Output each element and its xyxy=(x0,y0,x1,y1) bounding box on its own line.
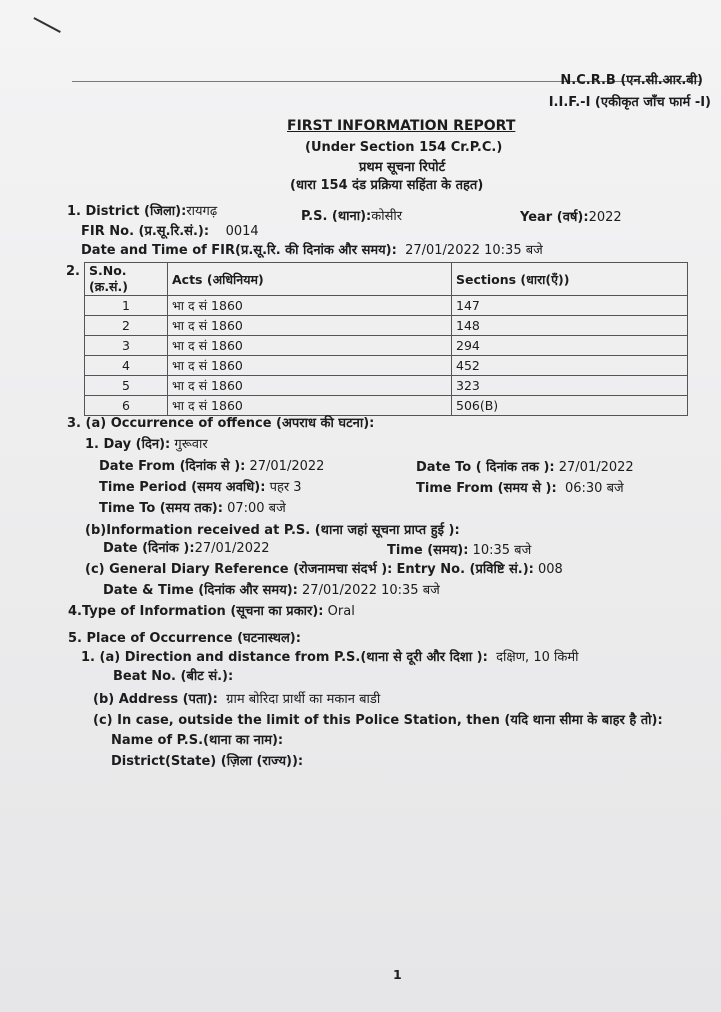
time-from-label: Time From (समय से ): xyxy=(416,481,557,496)
information-received-label: (b)Information received at P.S. (थाना जहां सूचना प्राप्त हुई ): xyxy=(85,523,460,538)
section-cell: 147 xyxy=(452,296,688,316)
sections-header: Sections (धारा(एँ)) xyxy=(452,263,688,296)
ps-label: P.S. (थाना): xyxy=(301,209,372,224)
occurrence-heading: 3. (a) Occurrence of offence (अपराध की घटना): xyxy=(67,416,375,431)
table-row xyxy=(85,336,688,356)
info-time-field xyxy=(387,540,531,558)
type-info-label: 4.Type of Information (सूचना का प्रकार): xyxy=(68,604,324,619)
entry-label: Entry No. (प्रविष्टि सं.): xyxy=(396,562,534,577)
act-cell: भा द सं 1860 xyxy=(168,316,452,336)
info-date-field xyxy=(103,538,270,556)
time-to-field xyxy=(99,498,286,516)
date-from-field xyxy=(99,456,324,474)
table-row xyxy=(85,376,688,396)
district-state-label: District(State) (ज़िला (राज्य)): xyxy=(111,754,304,769)
district-label: 1. District (जिला): xyxy=(67,204,187,219)
date-from-label: Date From (दिनांक से ): xyxy=(99,459,246,474)
time-to-value: 07:00 बजे xyxy=(227,501,286,516)
act-cell: भा द सं 1860 xyxy=(168,336,452,356)
info-time-label: Time (समय): xyxy=(387,543,469,558)
fir-datetime-label: Date and Time of FIR(प्र.सू.रि. की दिनांक और समय): xyxy=(81,243,397,258)
gd-datetime-value: 27/01/2022 10:35 बजे xyxy=(302,583,440,598)
act-cell: भा द सं 1860 xyxy=(168,396,452,416)
act-cell: भा द सं 1860 xyxy=(168,376,452,396)
gd-label: (c) General Diary Reference (रोजनामचा संदर्भ ): xyxy=(85,562,393,577)
fir-label: FIR No. (प्र.सू.रि.सं.): xyxy=(81,224,210,239)
time-period-field xyxy=(99,477,302,495)
district-value: रायगढ़ xyxy=(186,204,218,219)
address-field xyxy=(93,689,380,707)
iif-label: I.I.F.-I (एकीकृत जाँच फार्म -I) xyxy=(548,95,711,110)
act-cell: भा द सं 1860 xyxy=(168,356,452,376)
place-of-occurrence-heading: 5. Place of Occurrence (घटनास्थल): xyxy=(68,631,301,646)
sno-cell: 6 xyxy=(85,396,168,416)
fir-datetime-field xyxy=(81,240,543,258)
pen-mark xyxy=(34,17,61,32)
sno-cell: 4 xyxy=(85,356,168,376)
address-label: (b) Address (पता): xyxy=(93,692,218,707)
info-time-value: 10:35 बजे xyxy=(472,543,532,558)
acts-header: Acts (अधिनियम) xyxy=(168,263,452,296)
fir-value: 0014 xyxy=(225,224,259,239)
act-cell: भा द सं 1860 xyxy=(168,296,452,316)
gd-datetime-label: Date & Time (दिनांक और समय): xyxy=(103,583,298,598)
sno-cell: 2 xyxy=(85,316,168,336)
year-value: 2022 xyxy=(588,210,622,225)
beat-number-label: Beat No. (बीट सं.): xyxy=(113,669,234,684)
address-value: ग्राम बोरिदा प्रार्थी का मकान बाडी xyxy=(226,692,381,707)
direction-label: 1. (a) Direction and distance from P.S.(थाना से दूरी और दिशा ): xyxy=(81,650,488,665)
ps-value: कोसीर xyxy=(371,209,403,224)
sno-cell: 3 xyxy=(85,336,168,356)
date-from-value: 27/01/2022 xyxy=(249,459,325,474)
time-from-field xyxy=(416,478,624,496)
date-to-field xyxy=(416,457,634,475)
section-cell: 323 xyxy=(452,376,688,396)
direction-distance-field xyxy=(81,647,578,665)
ps-field xyxy=(301,206,402,224)
day-label: 1. Day (दिन): xyxy=(85,437,171,452)
type-of-information-field xyxy=(68,601,355,619)
info-date-value: 27/01/2022 xyxy=(194,541,270,556)
section-cell: 506(B) xyxy=(452,396,688,416)
report-subtitle: (Under Section 154 Cr.P.C.) xyxy=(305,140,503,155)
year-label: Year (वर्ष): xyxy=(520,210,589,225)
year-field xyxy=(520,207,622,225)
sno-cell: 1 xyxy=(85,296,168,316)
general-diary-field xyxy=(85,559,563,577)
section-cell: 452 xyxy=(452,356,688,376)
gd-datetime-field xyxy=(103,580,440,598)
time-from-value: 06:30 बजे xyxy=(564,481,624,496)
day-field xyxy=(85,434,208,452)
table-row xyxy=(85,296,688,316)
info-date-label: Date (दिनांक ): xyxy=(103,541,195,556)
sno-header: S.No. (क्र.सं.) xyxy=(85,263,168,296)
section-cell: 148 xyxy=(452,316,688,336)
page-number: 1 xyxy=(393,967,402,982)
sno-cell: 5 xyxy=(85,376,168,396)
ncrb-label: N.C.R.B (एन.सी.आर.बी) xyxy=(560,73,703,88)
district-field xyxy=(67,201,217,219)
acts-table-header xyxy=(85,263,688,296)
section-cell: 294 xyxy=(452,336,688,356)
direction-value: दक्षिण, 10 किमी xyxy=(496,650,579,665)
time-period-value: पहर 3 xyxy=(269,480,302,495)
acts-table xyxy=(84,262,688,416)
date-to-label: Date To ( दिनांक तक ): xyxy=(416,460,555,475)
fir-datetime-value: 27/01/2022 10:35 बजे xyxy=(405,243,543,258)
table-row xyxy=(85,316,688,336)
fir-number-field xyxy=(81,221,259,239)
date-to-value: 27/01/2022 xyxy=(558,460,634,475)
report-hindi-title: प्रथम सूचना रिपोर्ट xyxy=(359,160,446,175)
ps-name-label: Name of P.S.(थाना का नाम): xyxy=(111,733,284,748)
table-row xyxy=(85,356,688,376)
report-title: FIRST INFORMATION REPORT xyxy=(287,118,516,134)
outside-limit-label: (c) In case, outside the limit of this Police Station, then (यदि थाना सीमा के बाहर है तो): xyxy=(93,713,663,728)
day-value: गुरूवार xyxy=(174,437,208,452)
report-hindi-subtitle: (धारा 154 दंड प्रक्रिया सहिंता के तहत) xyxy=(290,178,484,193)
section-2-number: 2. xyxy=(66,264,80,279)
type-info-value: Oral xyxy=(327,604,355,619)
time-period-label: Time Period (समय अवधि): xyxy=(99,480,266,495)
time-to-label: Time To (समय तक): xyxy=(99,501,223,516)
entry-value: 008 xyxy=(537,562,563,577)
